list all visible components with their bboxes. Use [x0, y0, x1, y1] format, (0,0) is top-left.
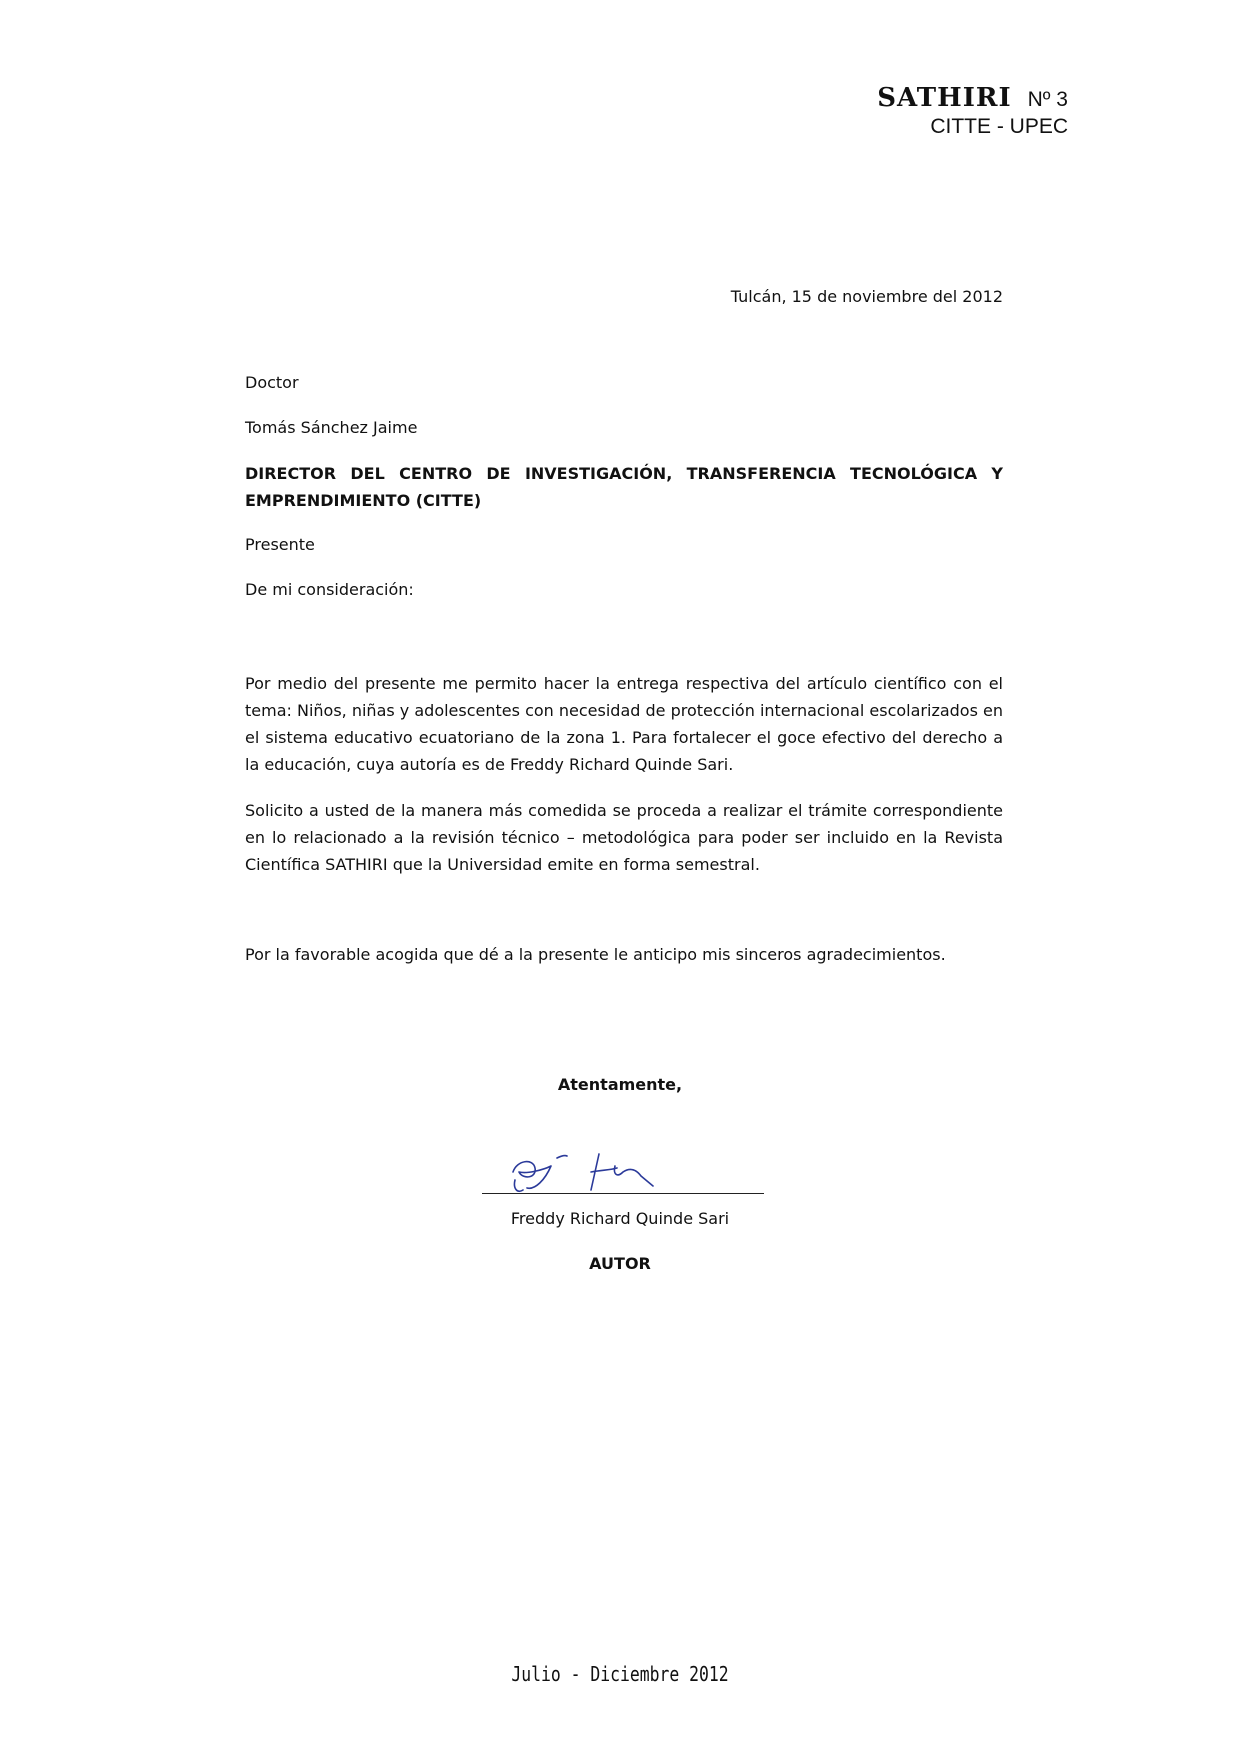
body-paragraph-1: Por medio del presente me permito hacer la entrega respectiva del artículo científico con el tema: Niños, niñas y adolescentes con necesidad de protección internacional escolarizados en el sistema educativo ecuatoriano de la zona 1. Para fortalecer el goce efectivo del derecho a la educación, cuya autoría es de Freddy Richard Quinde Sari. — [245, 674, 1003, 774]
letter-date: Tulcán, 15 de noviembre del 2012 — [730, 287, 1003, 306]
signer-name: Freddy Richard Quinde Sari — [510, 1209, 730, 1228]
journal-name: SATHIRI — [877, 83, 1012, 113]
closing: Atentamente, — [557, 1075, 683, 1094]
body-paragraph-2: Solicito a usted de la manera más comedida se proceda a realizar el trámite correspondiente en lo relacionado a la revisión técnico – metodológica para poder ser incluido en la Revista Científica SATHIRI que la Universidad emite en forma semestral. — [245, 801, 1003, 874]
journal-title-row — [877, 84, 1068, 113]
recipient-position: DIRECTOR DEL CENTRO DE INVESTIGACIÓN, TRANSFERENCIA TECNOLÓGICA Y EMPRENDIMIENTO (CITTE) — [245, 464, 1003, 510]
footer-period: Julio - Diciembre 2012 — [511, 1662, 729, 1686]
greeting: De mi consideración: — [245, 580, 414, 599]
signature-line — [482, 1193, 764, 1194]
journal-header — [877, 84, 1068, 138]
presente-label: Presente — [245, 535, 315, 554]
journal-issue: Nº 3 — [1027, 88, 1068, 111]
signer-role: AUTOR — [589, 1254, 651, 1273]
body-paragraph-3: Por la favorable acogida que dé a la presente le anticipo mis sinceros agradecimientos. — [245, 945, 946, 964]
salutation-title: Doctor — [245, 373, 299, 392]
recipient-name: Tomás Sánchez Jaime — [245, 418, 418, 437]
journal-organization: CITTE - UPEC — [930, 114, 1068, 138]
